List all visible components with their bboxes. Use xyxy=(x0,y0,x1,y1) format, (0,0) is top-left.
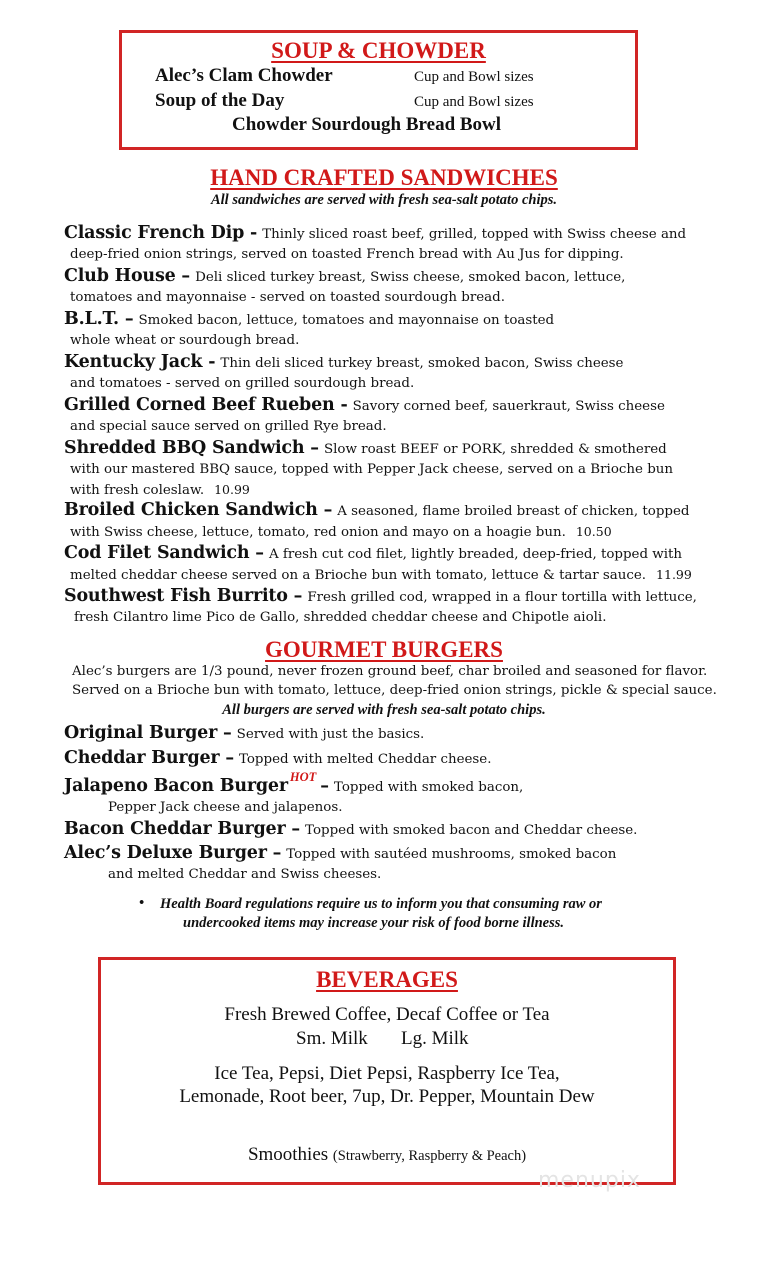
item-description-cont xyxy=(64,522,754,543)
item-description: Smoked bacon, lettuce, tomatoes and mayonnaise on toasted xyxy=(138,313,555,328)
item-description: Topped with sautéed mushrooms, smoked bacon xyxy=(286,847,617,862)
beverages-smoothies xyxy=(98,1144,676,1166)
soup-item-size: Cup and Bowl sizes xyxy=(414,69,534,85)
menu-item-bbq-sandwich xyxy=(64,436,754,501)
health-notice-line: Health Board regulations require us to inform you that consuming raw or xyxy=(160,896,602,912)
item-dash: – xyxy=(320,776,329,796)
menu-item-french-dip xyxy=(64,221,754,265)
sandwiches-heading: HAND CRAFTED SANDWICHES xyxy=(210,165,558,190)
item-name: Cod Filet Sandwich – xyxy=(64,543,264,563)
item-name: Kentucky Jack - xyxy=(64,352,216,372)
soup-item-size: Cup and Bowl sizes xyxy=(414,94,534,110)
smoothies-flavors: (Strawberry, Raspberry & Peach) xyxy=(332,1148,527,1164)
item-name: Jalapeno Bacon Burger xyxy=(64,776,288,796)
item-description: Topped with smoked bacon and Cheddar cheese. xyxy=(305,823,638,838)
item-description: Thin deli sliced turkey breast, smoked bacon, Swiss cheese xyxy=(220,356,624,371)
item-description: Fresh grilled cod, wrapped in a flour tortilla with lettuce, xyxy=(307,590,697,605)
menu-item-club-house xyxy=(64,264,754,308)
menu-item-jalapeno-bacon-burger xyxy=(64,770,754,818)
item-name: Bacon Cheddar Burger – xyxy=(64,819,300,839)
item-description: Thinly sliced roast beef, grilled, topped with Swiss cheese and xyxy=(262,227,687,242)
hot-badge: HOT xyxy=(289,770,317,784)
beverages-heading: BEVERAGES xyxy=(316,967,458,992)
item-price: 11.99 xyxy=(656,567,692,582)
burgers-heading: GOURMET BURGERS xyxy=(265,637,503,662)
soup-heading: SOUP & CHOWDER xyxy=(271,38,486,63)
sandwiches-subheading: All sandwiches are served with fresh sea-salt potato chips. xyxy=(210,192,557,208)
item-description-cont: with our mastered BBQ sauce, topped with Pepper Jack cheese, served on a Brioche bun xyxy=(70,462,674,477)
item-name: Cheddar Burger – xyxy=(64,748,234,768)
menu-item-broiled-chicken xyxy=(64,498,754,543)
beverages-sodas: Ice Tea, Pepsi, Diet Pepsi, Raspberry Ice Tea, xyxy=(214,1063,560,1084)
item-description-text: with fresh coleslaw. xyxy=(70,483,205,498)
watermark: menupix xyxy=(538,1168,641,1193)
soup-item-name: Soup of the Day xyxy=(155,90,285,111)
health-notice-bullet: • xyxy=(139,895,145,911)
beverages-milk-large: Lg. Milk xyxy=(401,1028,469,1049)
item-description: A fresh cut cod filet, lightly breaded, deep-fried, topped with xyxy=(268,547,683,562)
soup-bread-bowl: Chowder Sourdough Bread Bowl xyxy=(232,114,502,135)
health-notice-line: undercooked items may increase your risk of food borne illness. xyxy=(183,915,565,931)
item-description-cont: and melted Cheddar and Swiss cheeses. xyxy=(108,867,382,882)
item-description-cont xyxy=(64,565,754,586)
menu-item-fish-burrito xyxy=(64,584,754,628)
item-description: Topped with melted Cheddar cheese. xyxy=(238,752,492,767)
burgers-intro: Alec’s burgers are 1/3 pound, never frozen ground beef, char broiled and seasoned for flavor. xyxy=(72,664,708,679)
soup-item-name: Alec’s Clam Chowder xyxy=(155,65,333,86)
item-description-text: melted cheddar cheese served on a Brioche bun with tomato, lettuce & tartar sauce. xyxy=(70,568,647,583)
item-name: Classic French Dip - xyxy=(64,223,258,243)
item-description-text: with Swiss cheese, lettuce, tomato, red onion and mayo on a hoagie bun. xyxy=(70,525,566,540)
menu-item-deluxe-burger xyxy=(64,841,754,885)
beverages-milk-small: Sm. Milk xyxy=(296,1028,368,1049)
item-name: Alec’s Deluxe Burger – xyxy=(64,843,282,863)
item-price: 10.50 xyxy=(575,524,612,539)
menu-item-cod-filet xyxy=(64,541,754,586)
item-name: Club House – xyxy=(64,266,190,286)
item-description-cont: deep-fried onion strings, served on toasted French bread with Au Jus for dipping. xyxy=(70,247,624,262)
item-price: 10.99 xyxy=(214,482,250,497)
item-description: Served with just the basics. xyxy=(236,727,425,742)
item-name: Southwest Fish Burrito – xyxy=(64,586,303,606)
menu-item-bacon-cheddar-burger xyxy=(64,817,754,841)
item-description: Deli sliced turkey breast, Swiss cheese, smoked bacon, lettuce, xyxy=(195,270,626,285)
item-name: Broiled Chicken Sandwich – xyxy=(64,500,333,520)
item-description-cont: tomatoes and mayonnaise - served on toasted sourdough bread. xyxy=(70,290,505,305)
beverages-coffee: Fresh Brewed Coffee, Decaf Coffee or Tea xyxy=(224,1004,550,1025)
menu-item-blt xyxy=(64,307,754,351)
burgers-subheading: All burgers are served with fresh sea-salt potato chips. xyxy=(222,702,546,718)
item-description-cont: fresh Cilantro lime Pico de Gallo, shredded cheddar cheese and Chipotle aioli. xyxy=(74,610,607,625)
item-description-cont: Pepper Jack cheese and jalapenos. xyxy=(108,800,343,815)
item-description: Savory corned beef, sauerkraut, Swiss cheese xyxy=(352,399,665,414)
menu-item-kentucky-jack xyxy=(64,350,754,394)
item-description-cont: and special sauce served on grilled Rye bread. xyxy=(70,419,387,434)
item-description: A seasoned, flame broiled breast of chicken, topped xyxy=(337,504,690,519)
menu-item-corned-beef-rueben xyxy=(64,393,754,437)
beverages-sodas: Lemonade, Root beer, 7up, Dr. Pepper, Mountain Dew xyxy=(179,1086,595,1107)
item-description: Slow roast BEEF or PORK, shredded & smothered xyxy=(323,442,667,457)
item-name: Shredded BBQ Sandwich – xyxy=(64,438,319,458)
smoothies-label: Smoothies xyxy=(247,1144,329,1165)
item-description-cont: and tomatoes - served on grilled sourdough bread. xyxy=(70,376,415,391)
item-name: Grilled Corned Beef Rueben - xyxy=(64,395,348,415)
menu-item-original-burger xyxy=(64,721,754,745)
item-name: Original Burger – xyxy=(64,723,232,743)
item-description-cont: whole wheat or sourdough bread. xyxy=(70,333,300,348)
item-description: Topped with smoked bacon, xyxy=(333,780,524,795)
item-name: B.L.T. – xyxy=(64,309,134,329)
menu-item-cheddar-burger xyxy=(64,746,754,770)
burgers-intro: Served on a Brioche bun with tomato, lettuce, deep-fried onion strings, pickle & special sauce. xyxy=(72,683,717,698)
